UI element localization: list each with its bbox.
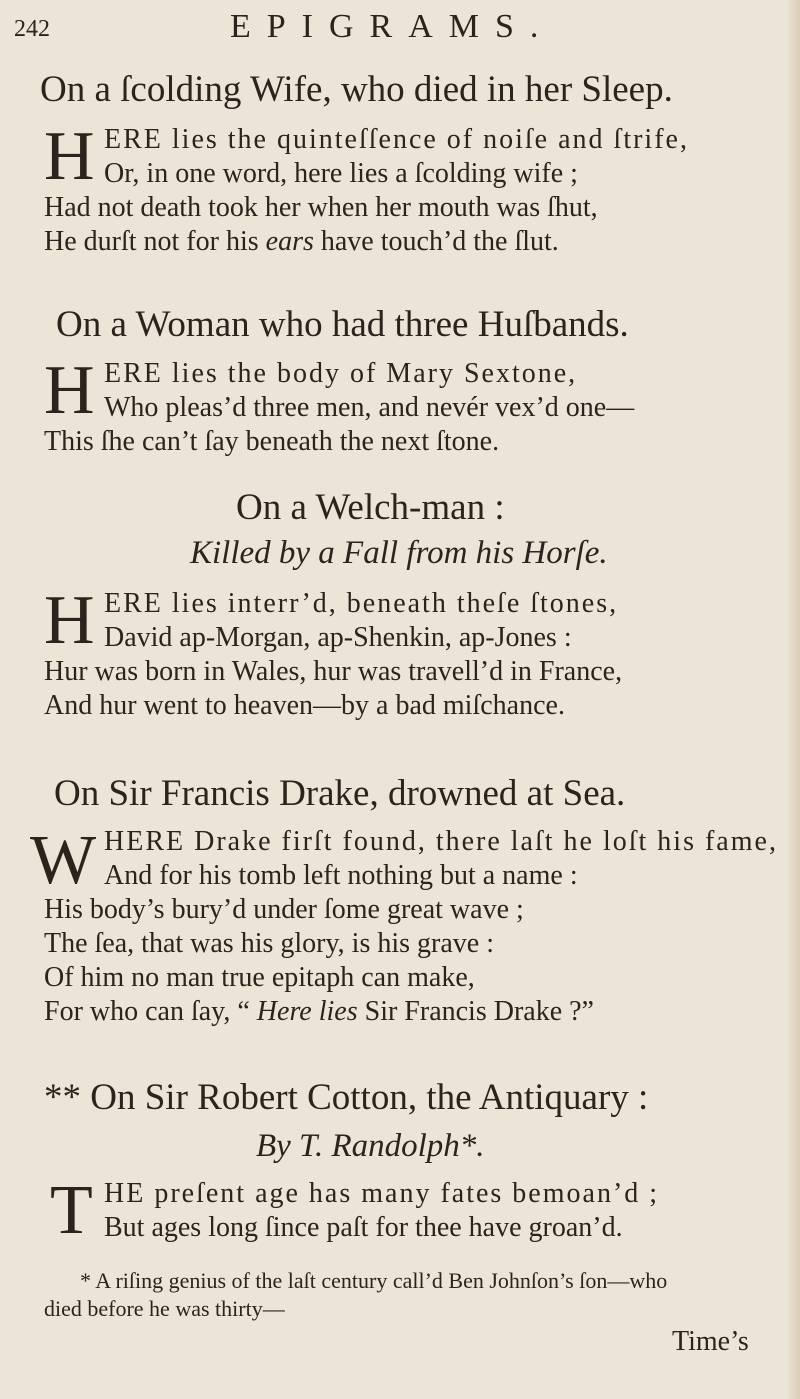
verse-line: Or, in one word, here lies a ſcolding wife ; xyxy=(104,158,578,189)
verse-line: HE preſent age has many fates bemoan’d ; xyxy=(104,1178,660,1209)
drop-cap: T xyxy=(50,1172,93,1249)
verse-line: The ſea, that was his glory, is his grave : xyxy=(44,928,494,959)
verse-line: This ſhe can’t ſay beneath the next ſtone. xyxy=(44,426,500,457)
verse-line: HERE Drake firſt found, there laſt he loſt his fame, xyxy=(104,826,778,857)
verse-line: Had not death took her when her mouth was ſhut, xyxy=(44,192,598,223)
verse-line: Of him no man true epitaph can make, xyxy=(44,962,475,993)
catchword: Time’s xyxy=(672,1326,749,1357)
verse-line: And for his tomb left nothing but a name : xyxy=(104,860,578,891)
footnote-line: * A riſing genius of the laſt century call’d Ben Johnſon’s ſon—who xyxy=(80,1268,668,1293)
epigram-subtitle: Killed by a Fall from his Horſe. xyxy=(190,535,608,571)
verse-line: He durſt not for his ears have touch’d the ſlut. xyxy=(44,226,559,257)
epigram-title: ** On Sir Robert Cotton, the Antiquary : xyxy=(44,1077,649,1118)
epigram-title: On a Welch-man : xyxy=(236,487,505,528)
verse-line: And hur went to heaven—by a bad miſchance. xyxy=(44,690,565,721)
running-title: EPIGRAMS. xyxy=(230,8,555,45)
verse-line: Who pleas’d three men, and nevér vex’d one— xyxy=(104,392,635,423)
epigram-title: On Sir Francis Drake, drowned at Sea. xyxy=(54,773,626,814)
verse-line: But ages long ſince paſt for thee have groan’d. xyxy=(104,1212,623,1243)
drop-cap: H xyxy=(44,352,95,429)
epigram-subtitle: By T. Randolph*. xyxy=(256,1128,485,1164)
drop-cap: W xyxy=(30,822,97,899)
verse-line: ERE lies the body of Mary Sextone, xyxy=(104,358,578,389)
verse-line: His body’s bury’d under ſome great wave ; xyxy=(44,894,524,925)
verse-line: Hur was born in Wales, hur was travell’d in France, xyxy=(44,656,623,687)
verse-line: For who can ſay, “ Here lies Sir Francis Drake ?” xyxy=(44,996,594,1027)
verse-line: David ap-Morgan, ap-Shenkin, ap-Jones : xyxy=(104,622,572,653)
drop-cap: H xyxy=(44,118,95,195)
epigram-title: On a Woman who had three Huſbands. xyxy=(56,304,629,345)
epigram-title: On a ſcolding Wife, who died in her Sleep. xyxy=(40,69,673,110)
running-head xyxy=(0,8,800,48)
verse-line: ERE lies the quinteſſence of noiſe and ſtrife, xyxy=(104,124,689,155)
drop-cap: H xyxy=(44,582,95,659)
page-number: 242 xyxy=(14,16,50,42)
verse-line: ERE lies interr’d, beneath theſe ſtones, xyxy=(104,588,619,619)
footnote-line: died before he was thirty— xyxy=(44,1296,285,1321)
page-edge-shadow xyxy=(786,0,800,1399)
